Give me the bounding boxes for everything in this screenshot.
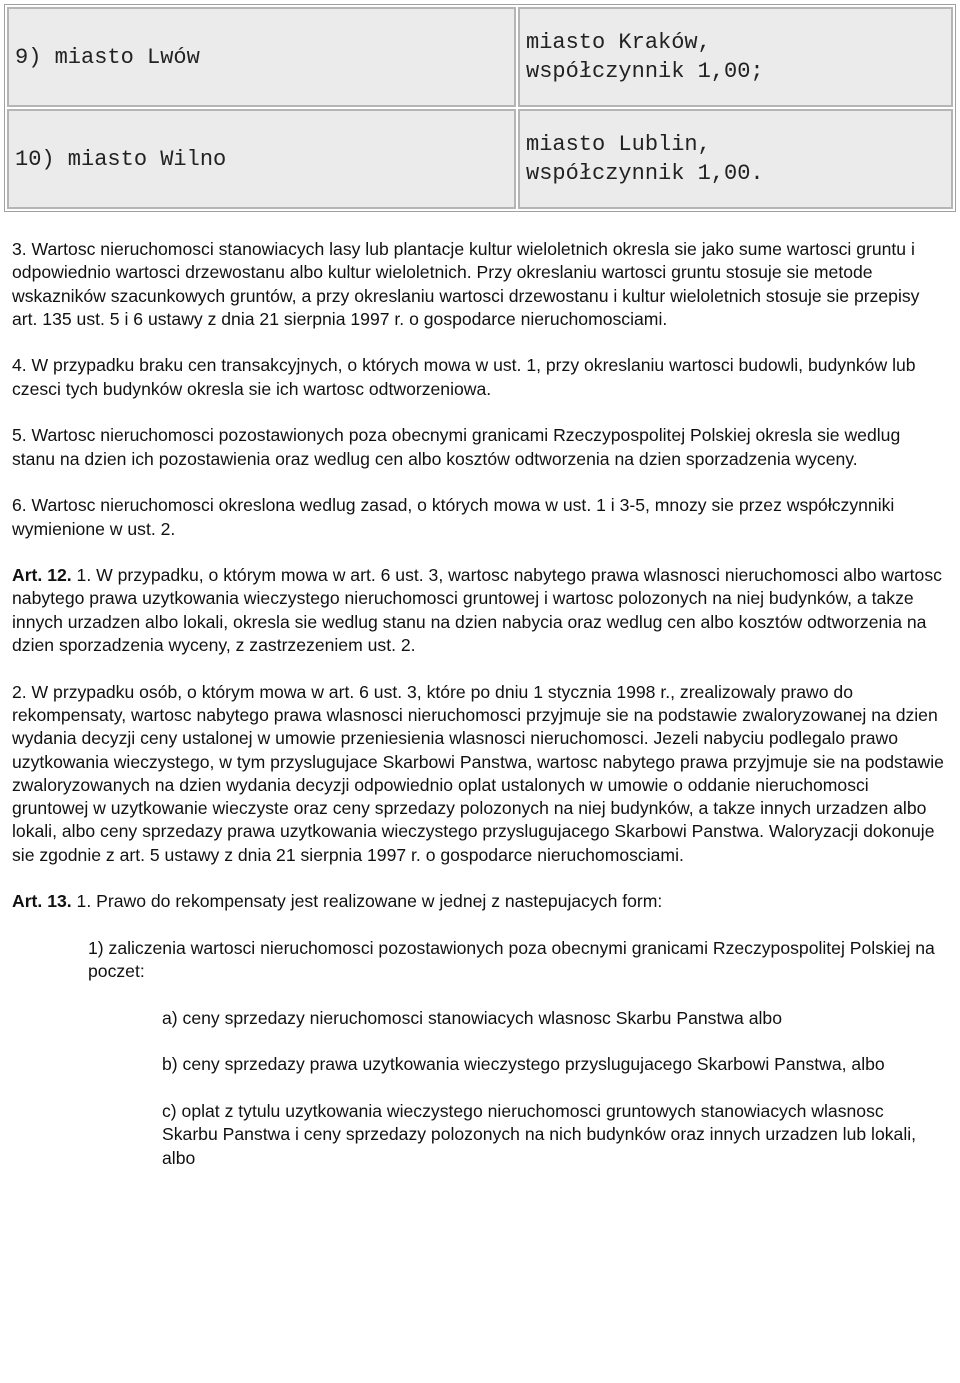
document-body — [12, 238, 944, 1170]
table-cell-city: 10) miasto Wilno — [7, 109, 516, 209]
city-coefficient-table — [4, 4, 956, 212]
coefficient-value-line: współczynnik 1,00; — [526, 59, 764, 84]
paragraph-5: 5. Wartosc nieruchomosci pozostawionych poza obecnymi granicami Rzeczypospolitej Polskiej okresla sie wedlug stanu na dzien ich pozostawienia oraz wedlug cen albo kosztów odtworzenia na dzien sporzadzenia wyceny. — [12, 425, 901, 469]
coefficient-city-line: miasto Lublin, — [526, 132, 711, 157]
article-12-paragraph-1 — [12, 564, 944, 657]
table-cell-coefficient — [518, 7, 953, 107]
table-cell-coefficient — [518, 109, 953, 209]
list-item-a: a) ceny sprzedazy nieruchomosci stanowiacych wlasnosc Skarbu Panstwa albo — [162, 1007, 782, 1028]
paragraph-6: 6. Wartosc nieruchomosci okreslona wedlug zasad, o których mowa w ust. 1 i 3-5, mnozy sie przez współczynniki wymienione w ust. 2. — [12, 495, 895, 539]
article-12-paragraph-2: 2. W przypadku osób, o którym mowa w art. 6 ust. 3, które po dniu 1 stycznia 1998 r., zrealizowaly prawo do rekompensaty, wartosc nabytego prawa wlasnosci nieruchomosci przyjmuje sie na podstawie zwaloryzowanej na dzien wydania decyzji ceny ustalonej w umowie przeniesienia wlasnosci nieruchomosci. Jezeli nabyciu podlegalo prawo uzytkowania wieczystego, w tym przyslugujace Skarbowi Panstwa, wartosc nabytego prawa przyjmuje sie na podstawie zwaloryzowanych na dzien wydania decyzji odpowiednio oplat ustalonych w umowie o oddanie nieruchomosci gruntowej w uzytkowanie wieczyste oraz ceny sprzedazy polozonych na niej budynków, a takze innych urzadzen albo lokali, albo ceny sprzedazy prawa uzytkowania wieczystego przyslugujacego Skarbowi Panstwa. Waloryzacji dokonuje sie zgodnie z art. 5 ustawy z dnia 21 sierpnia 1997 r. o gospodarce nieruchomosciami. — [12, 681, 944, 865]
table-row — [7, 109, 953, 209]
list-item-1: 1) zaliczenia wartosci nieruchomosci pozostawionych poza obecnymi granicami Rzeczypospolitej Polskiej na poczet: — [88, 937, 935, 982]
list-item-b: b) ceny sprzedazy prawa uzytkowania wieczystego przyslugujacego Skarbowi Panstwa, albo — [162, 1054, 885, 1075]
article-13-label: Art. 13. — [12, 891, 72, 912]
table-row — [7, 7, 953, 107]
article-12-text: 1. W przypadku, o którym mowa w art. 6 ust. 3, wartosc nabytego prawa wlasnosci nieruchomosci albo wartosc nabytego prawa uzytkowania wieczystego nieruchomosci gruntowej i wartosc polozonych na niej budynków, a takze innych urzadzen albo lokali, okresla sie wedlug stanu na dzien nabycia oraz wedlug cen albo kosztów odtworzenia na dzien sporzadzenia wyceny, z zastrzezeniem ust. 2. — [12, 565, 942, 656]
paragraph-4: 4. W przypadku braku cen transakcyjnych, o których mowa w ust. 1, przy okreslaniu wartosci budowli, budynków lub czesci tych budynków okresla sie ich wartosc odtworzeniowa. — [12, 355, 916, 399]
article-13-text: 1. Prawo do rekompensaty jest realizowane w jednej z nastepujacych form: — [71, 891, 663, 912]
table-cell-city: 9) miasto Lwów — [7, 7, 516, 107]
article-12-label: Art. 12. — [12, 565, 72, 586]
coefficient-value-line: współczynnik 1,00. — [526, 161, 764, 186]
coefficient-city-line: miasto Kraków, — [526, 30, 711, 55]
article-13-paragraph-1 — [12, 890, 944, 913]
paragraph-3: 3. Wartosc nieruchomosci stanowiacych lasy lub plantacje kultur wieloletnich okresla sie jako sume wartosci gruntu i odpowiednio wartosci drzewostanu albo kultur wieloletnich. Przy okreslaniu wartosci gruntu stosuje sie metode wskazników szacunkowych gruntów, a przy okreslaniu wartosci drzewostanu i kultur wieloletnich stosuje sie przepisy art. 135 ust. 5 i 6 ustawy z dnia 21 sierpnia 1997 r. o gospodarce nieruchomosciami. — [12, 239, 920, 329]
list-item-c: c) oplat z tytulu uzytkowania wieczystego nieruchomosci gruntowych stanowiacych wlasnosc Skarbu Panstwa i ceny sprzedazy polozonych na nich budynków oraz innych urzadzen lub lokali, albo — [162, 1100, 917, 1168]
